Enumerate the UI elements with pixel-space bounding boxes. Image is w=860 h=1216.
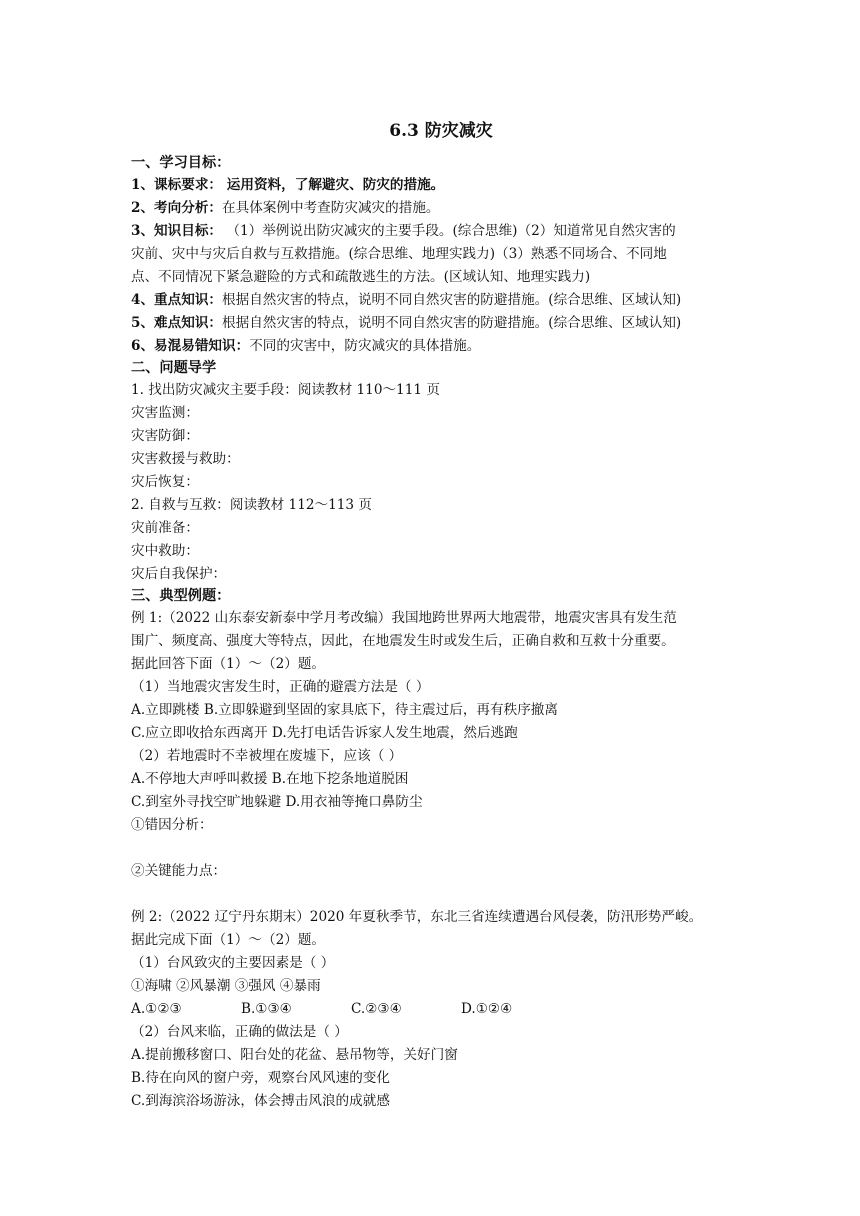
goal-item-3-line2: 灾前、灾中与灾后自救与互救措施。(综合思维、地理实践力)（3）熟悉不同场合、不同地 <box>131 246 667 262</box>
goal-item-5: 5、难点知识：根据自然灾害的特点，说明不同自然灾害的防避措施。(综合思维、区域认知) <box>131 315 682 331</box>
example-1-question-2-options-ab: A.不停地大声呼叫救援 B.在地下挖条地道脱困 <box>131 771 409 787</box>
section-heading-guide: 二、问题导学 <box>131 360 217 376</box>
guide-question-2: 2. 自救与互救：阅读教材 112～113 页 <box>131 497 372 513</box>
choice-d: D.①②④ <box>461 1001 513 1017</box>
blank-space <box>131 837 751 860</box>
blank-space <box>131 883 751 906</box>
section-heading-examples: 三、典型例题： <box>131 588 231 604</box>
example-1-question-2-options-cd: C.到室外寻找空旷地躲避 D.用衣袖等掩口鼻防尘 <box>131 794 423 810</box>
example-1-stem: 例 1:（2022 山东泰安新泰中学月考改编）我国地跨世界两大地震带，地震灾害具有发生范 <box>131 610 677 626</box>
goal-item-3: 3、知识目标： （1）举例说出防灾减灾的主要手段。(综合思维)（2）知道常见自然灾害的 <box>131 223 676 239</box>
error-analysis: ①错因分析： <box>131 817 213 833</box>
goal-item-1: 1、课标要求： 运用资料，了解避灾、防灾的措施。 <box>131 177 445 193</box>
goal-item-3-line3: 点、不同情况下紧急避险的方式和疏散逃生的方法。(区域认知、地理实践力) <box>131 269 591 285</box>
guide-item: 灾后自我保护： <box>131 566 227 582</box>
key-ability: ②关键能力点： <box>131 863 227 879</box>
goal-item-4: 4、重点知识：根据自然灾害的特点，说明不同自然灾害的防避措施。(综合思维、区域认知) <box>131 292 682 308</box>
document-content <box>131 116 751 1113</box>
section-heading-goals: 一、学习目标： <box>131 155 231 171</box>
guide-item: 灾后恢复： <box>131 474 199 490</box>
example-2-question-2-option-b: B.待在向风的窗户旁，观察台风风速的变化 <box>131 1070 390 1086</box>
goal-item-2: 2、考向分析：在具体案例中考查防灾减灾的措施。 <box>131 200 440 216</box>
guide-item: 灾害监测： <box>131 405 199 421</box>
guide-item: 灾中救助： <box>131 543 199 559</box>
example-1-question-1-options-ab: A.立即跳楼 B.立即躲避到坚固的家具底下，待主震过后，再有秩序撤离 <box>131 702 558 718</box>
example-1-stem-line2: 围广、频度高、强度大等特点，因此，在地震发生时或发生后，正确自救和互救十分重要。 <box>131 633 675 649</box>
example-2-factors: ①海啸 ②风暴潮 ③强风 ④暴雨 <box>131 978 321 994</box>
guide-item: 灾前准备： <box>131 520 199 536</box>
example-2-question-2: （2）台风来临，正确的做法是（ ） <box>131 1024 348 1040</box>
example-1-question-1: （1）当地震灾害发生时，正确的避震方法是（ ） <box>131 679 430 695</box>
example-2-stem-line2: 据此完成下面（1）～（2）题。 <box>131 932 326 948</box>
example-2-stem: 例 2:（2022 辽宁丹东期末）2020 年夏秋季节，东北三省连续遭遇台风侵袭，防汛形势严峻。 <box>131 909 703 925</box>
choice-c: C.②③④ <box>351 1001 402 1017</box>
goal-item-6: 6、易混易错知识：不同的灾害中，防灾减灾的具体措施。 <box>131 338 481 354</box>
guide-item: 灾害防御： <box>131 428 199 444</box>
example-2-question-2-option-a: A.提前搬移窗口、阳台处的花盆、悬吊物等，关好门窗 <box>131 1047 458 1063</box>
example-2-question-1-choices <box>131 998 751 1021</box>
page-title: 6.3 防灾减灾 <box>389 121 493 141</box>
example-1-question-1-options-cd: C.应立即收拾东西离开 D.先打电话告诉家人发生地震，然后逃跑 <box>131 725 518 741</box>
example-1-stem-line3: 据此回答下面（1）～（2）题。 <box>131 656 326 672</box>
example-1-question-2: （2）若地震时不幸被埋在废墟下，应该（ ） <box>131 748 403 764</box>
choice-b: B.①③④ <box>241 1001 292 1017</box>
example-2-question-1: （1）台风致灾的主要因素是（ ） <box>131 955 335 971</box>
choice-a: A.①②③ <box>131 1001 182 1017</box>
guide-question-1: 1. 找出防灾减灾主要手段：阅读教材 110～111 页 <box>131 382 440 398</box>
example-2-question-2-option-c: C.到海滨浴场游泳，体会搏击风浪的成就感 <box>131 1093 390 1109</box>
guide-item: 灾害救援与救助： <box>131 451 240 467</box>
